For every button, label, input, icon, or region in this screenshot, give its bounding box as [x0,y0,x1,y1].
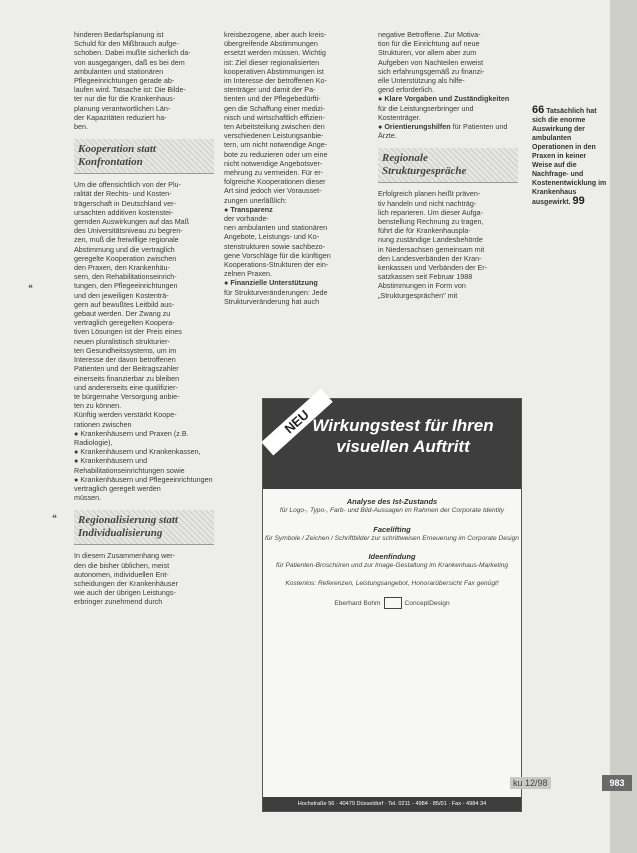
text-line: ter nur die für die Krankenhaus- [74,94,176,104]
open-quote-mark: 66 [532,104,545,116]
text-line: erbringer zunehmend durch [74,597,163,607]
text-line: verschiedenen Leistungsanbie- [224,131,324,141]
text-line: gend erforderlich. [378,85,434,95]
logo-left-text: Eberhard Bohm [334,599,381,607]
text-line: gernden Auswirkungen auf das Maß [74,217,190,227]
text-line: nicht notwendige Angebotsver- [224,158,323,168]
text-line: ersetzt werden müssen. Wichtig [224,48,326,58]
text-line: Erfolgreich planen heißt präven- [378,189,481,199]
text-line: tion für die Einrichtung auf neue [378,39,480,49]
ad-section [263,497,521,516]
logo-right-text: ConceptDesign [404,599,450,607]
text-line: neuen pluralistisch strukturier- [74,336,170,346]
advertisement [262,398,522,812]
text-line: ist: Ziel dieser regionalisierten [224,57,320,67]
intro-paragraph [74,30,214,131]
text-line: im Interesse der betroffenen Ko- [224,76,327,86]
ad-footer: Hochstraße 56 · 40479 Düsseldorf · Tel. 0211 - 4984 · 85/01 · Fax - 4984 34 [263,797,521,811]
text-line: zen, muß die freiwillige regionale [74,235,179,245]
text-line: benstellung Rechnung zu tragen, [378,217,484,227]
text-line: tungen, den Pflegeeinrichtungen [74,281,178,291]
bullet-transparenz-text [224,214,367,278]
ad-section-text: für Patienten-Broschüren und zur Image-Gestaltung im Krankenhaus-Marketing [276,562,508,569]
text-line: Abstimmung und die vertraglich [74,244,175,254]
subheading-regionalisierung: Regionalisierung statt Individualisierung [74,510,214,545]
bullet-klare-vorgaben-text: für die Leistungserbringer und Kostenträger. [378,103,474,122]
subheading-regionale: Regionale Strukturgespräche [378,148,518,183]
bullet-orientierung-text: für Patienten und Ärzte. [378,122,508,141]
text-line: übergreifende Abstimmungen [224,39,318,49]
bullet-finanzielle: ● Finanzielle Unterstützung [224,278,318,288]
text-line: planung verantwortlichen Län- [74,103,171,113]
text-line: nen ambulanten und stationären [224,223,328,233]
text-line: Angebote, Leistungs- und Ko- [224,232,320,242]
text-line: führt die für Krankenhauspla- [378,226,471,236]
text-line: des Universitätsniveau zu begren- [74,226,183,236]
text-line: laufen wird. Tatsache ist: Die Bilde- [74,85,186,95]
paragraph-strukturgespraeche [378,189,518,299]
text-line: der vorhande- [224,214,269,224]
text-line: den Landesverbänden der Kran- [378,253,482,263]
text-line: einerseits finanzierbar zu bleiben [74,373,180,383]
text-line: gern auf bewußtes Leitbild aus- [74,299,175,309]
text-line: gen die Schaffung einer medizi- [224,103,325,113]
text-line: bote zu reduzieren oder um eine [224,149,328,159]
text-line: in Niedersachsen gemeinsam mit [378,244,485,254]
text-line: zelnen Praxen. [224,269,272,279]
text-line: sich erfahrungsgemäß zu finanzi- [378,66,485,76]
text-line: Strukturveränderung hat auch [224,296,320,306]
text-line: scheidungen der Krankenhäuser [74,578,178,588]
text-line: nung zuständige Landesbehörde [378,235,483,245]
text-line: tern, um nicht notwendige Ange- [224,140,328,150]
ad-section [263,525,521,544]
text-line: zungen unerläßlich: [224,195,287,205]
text-line: satzkassen seit Februar 1988 [378,272,473,282]
text-line: den die bisher üblichen, meist [74,560,170,570]
text-line: trägerschaft in Deutschland ver- [74,198,176,208]
bullet-item: ● Krankenhäusern und Praxen (z.B. Radiologie), [74,428,189,447]
bullet-item: ● Krankenhäusern und Pflegeeinrichtungen [74,474,213,484]
text-line: elle Unterstützung als hilfe- [378,76,465,86]
text-line: vertraglich geregelten Koopera- [74,318,175,328]
margin-mark-icon: ❝ [52,513,57,523]
pull-quote [532,106,608,207]
bullet-finanzielle-head: Finanzielle Unterstützung [230,278,318,288]
text-line: ten Gesundheitssystems, um im [74,345,177,355]
text-line: Patienten und der Beitragszahler [74,364,179,374]
bullet-list [74,429,214,484]
text-line: sern, den Rehabilitationseinrich- [74,272,177,282]
text-line: kreisbezogene, aber auch kreis- [224,30,327,39]
text-line: ben. [74,122,88,132]
bullet-transparenz-head: Transparenz [230,204,273,214]
text-line: den Praxen, den Krankenhäu- [74,263,170,273]
text-line: wie auch der übrigen Leistungs- [74,588,176,598]
text-line: geregelte Kooperation zwischen [74,253,177,263]
margin-mark-icon: ❝ [28,283,33,293]
paragraph-regionalisierung [74,551,214,606]
text-line: ursachten additiven kostenstei- [74,207,174,217]
text-line: te bürgernahe Versorgung anbie- [74,391,180,401]
text-line: gebaut werden. Der Zwang zu [74,309,171,319]
text-line: müssen. [74,493,102,503]
text-line: tiv handeln und nicht nachträg- [378,198,477,208]
text-line: Strukturen, vor allem aber zum [378,48,477,58]
text-line: und andererseits eine qualifizier- [74,382,178,392]
ad-logo [263,597,521,609]
issue-folio: ku 12/98 [510,777,551,789]
text-line: von ausgegangen, daß es bei dem [74,57,185,67]
page-number: 983 [602,775,632,791]
subheading-kooperation: Kooperation statt Konfrontation [74,139,214,174]
text-line: Künftig werden verstärkt Koope- [74,410,177,420]
ad-section [263,580,521,589]
text-line: hinderen Bedarfsplanung ist [74,30,164,39]
ad-body [263,497,521,609]
page-edge [610,0,637,853]
column-left [74,30,214,607]
logo-box-icon [384,597,402,609]
ad-section [263,552,521,571]
text-line: ralität der Rechts- und Kosten- [74,189,172,199]
bullet-klare-vorgaben-head: Klare Vorgaben und Zuständigkeiten [384,94,510,104]
ad-section-heading: Analyse des Ist-Zustands [346,497,438,506]
text-line: Art sind jedoch vier Vorausset- [224,186,322,196]
ad-section-text: für Logo-, Typo-, Farb- und Bild-Aussagen im Rahmen der Corporate Identity [279,507,505,514]
column-middle [224,30,367,306]
paragraph-abstimmung [224,30,367,205]
text-line: tiven Lösungen ist der Preis eines [74,327,182,337]
bullet-item: ● Krankenhäusern und Rehabilitationseinrichtungen sowie [74,456,185,475]
ad-section-heading: Facelifting [373,524,411,534]
text-line: Aufgeben von Nachteilen erweist [378,57,484,67]
text-line: nisch und wirtschaftlich effizien- [224,112,325,122]
text-line: Interesse der davon betroffenen [74,355,176,365]
text-line: der Kapazitäten reduziert ha- [74,112,167,122]
text-line: Kooperations-Strukturen der ein- [224,260,329,270]
text-line: tienten und der Pflegebedürfti- [224,94,321,104]
bullet-finanzielle-text [224,288,367,306]
ad-title: Wirkungstest für Ihren visuellen Auftritt [312,416,494,456]
ad-section-text: für Symbole / Zeichen / Schriftbilder zur schrittweisen Erneuerung im Corporate Design [265,534,519,542]
new-badge: NEU [261,389,332,456]
bullet-klare-vorgaben: ● Klare Vorgaben und Zuständigkeiten für die Leistungserbringer und Kostenträger. [378,94,510,122]
text-line: stenträger und damit der Pa- [224,85,316,95]
text-line: mehrung zu vermeiden. Für er- [224,168,324,178]
text-line: ten zu können. [74,401,122,411]
text-line: und den jeweiligen Kostenträ- [74,290,169,300]
text-line: In diesem Zusammenhang wer- [74,551,176,561]
text-line: ten Arbeitsteilung zwischen den [224,122,325,132]
text-line: lich reparieren. Um dieser Aufga- [378,207,484,217]
text-line: Um die offensichtlich von der Plu- [74,180,181,190]
close-quote-mark: 99 [572,195,585,207]
paragraph-continuation [74,484,214,502]
column-right [378,30,518,300]
ad-section-text: Kostenlos: Referenzen, Leistungsangebot, Honorarübersicht Fax genügt! [285,579,499,587]
text-line: negative Betroffene. Zur Motiva- [378,30,481,39]
text-line: vertraglich geregelt werden [74,483,161,493]
text-line: kenkassen und Verbänden der Er- [378,263,488,273]
bullet-orientierung-head: Orientierungshilfen [384,122,451,132]
bullet-transparenz: ● Transparenz [224,204,273,214]
ad-header [263,399,521,489]
text-line: „Strukturgesprächen" mit [378,290,458,300]
text-line: ambulanten und stationären [74,66,164,76]
text-line: gene Vorschläge für die künftigen [224,250,331,260]
bullet-item: ● Krankenhäusern und Krankenkassen, [74,447,201,457]
text-line: Abstimmungen in Form von [378,281,466,291]
text-line: für Strukturveränderungen: Jede [224,287,328,297]
text-line: folgreiche Kooperationen dieser [224,177,326,187]
paragraph-kooperation [74,180,214,428]
text-line: schoben. Dabei mußte sicherlich da- [74,48,191,58]
text-line: autonomen, individuellen Ent- [74,569,169,579]
paragraph-motivation [378,30,518,94]
text-line: Pflegeeinrichtungen gerade ab- [74,76,175,86]
ad-section-heading: Ideenfindung [368,552,416,561]
text-line: Schuld für den Mißbrauch aufge- [74,39,179,49]
pull-quote-text: Tatsächlich hat sich die enorme Auswirkung der ambulanten Operationen in den Praxen in keiner Weise auf die Nachfrage- und Kostenentwicklung im Krankenhaus ausgewirkt. [532,108,607,206]
bullet-orientierung: ● Orientierungshilfen für Patienten und Ärzte. [378,122,508,141]
text-line: rationen zwischen [74,419,132,429]
text-line: stenstrukturen sowie sachbezo- [224,241,326,251]
text-line: kooperativen Abstimmungen ist [224,66,324,76]
